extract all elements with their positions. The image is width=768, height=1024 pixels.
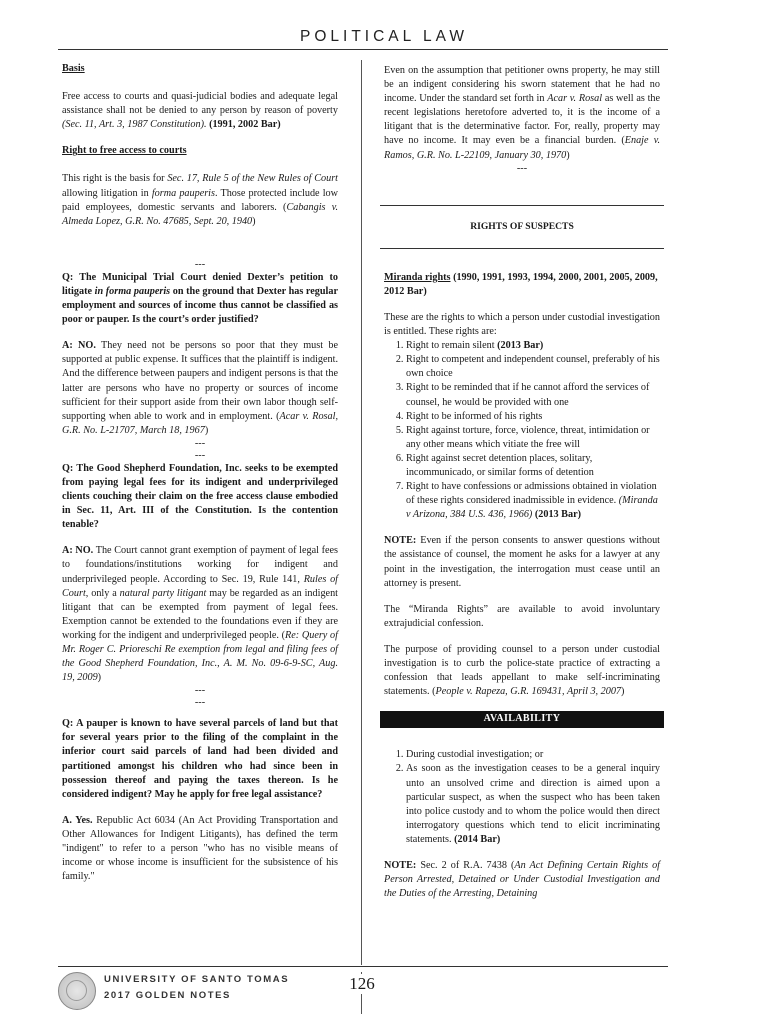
right-to-free-access-paragraph: This right is the basis for Sec. 17, Rule 5 of the New Rules of Court allowing litigation in forma pauperis. Those protected include low paid employees, domestic servants and laborers. (Cabangis v. Almeda Lopez, G.R. No. 47685, Sept. 20, 1940) [62,173,339,227]
section-rule-bottom [380,248,664,249]
availability-section-bar: AVAILABILITY [380,711,664,728]
question-1: Q: The Municipal Trial Court denied Dexter’s petition to litigate in forma pauperis on the ground that Dexter has regular employment and sources of income thus cannot be classified as poor or pauper. Is the court’s order justified? [62,271,338,326]
question-3: Q: A pauper is known to have several parcels of land but that for several years prior to the filing of the complaint in the inferior court said parcels of land had been divided and partitioned amongst his children who had since been in possession thereof and paying the taxes thereon. Is he considered indigent? May he apply for free legal assistance? [62,718,338,800]
list-item: 1. During custodial investigation; or [406,748,660,762]
footer-rule [58,966,668,967]
section-rule-top [380,205,664,206]
footer-university: UNIVERSITY OF SANTO TOMAS [104,974,290,985]
separator: --- [516,162,528,174]
miranda-intro: These are the rights to which a person under custodial investigation is entitled. These rights are: [384,311,660,338]
page-number: 126 [344,974,380,994]
miranda-heading: Miranda rights (1990, 1991, 1993, 1994, 2000, 2001, 2005, 2009, 2012 Bar) [384,271,658,297]
section-title-rights-of-suspects: RIGHTS OF SUSPECTS [470,220,574,232]
question-2: Q: The Good Shepherd Foundation, Inc. seeks to be exempted from paying legal fees for its indigent and underprivileged clients couching their claim on the free access clause embodied in Sec. 11, Art. III of the Constitution. Is the contention tenable? [62,462,338,531]
separator: --- [194,437,206,449]
list-item: 2. Right to competent and independent counsel, preferably of his own choice [406,353,660,381]
column-divider [361,60,362,965]
left-column [62,62,338,896]
miranda-paragraph-2: The “Miranda Rights” are available to avoid involuntary extrajudicial confession. [384,603,660,629]
footer-golden-notes: 2017 GOLDEN NOTES [104,990,231,1001]
availability-list [384,748,660,847]
rights-list [384,339,660,522]
running-header-title: POLITICAL LAW [300,28,468,45]
university-seal-icon [58,972,96,1010]
note-2: NOTE: Sec. 2 of R.A. 7438 (An Act Defining Certain Rights of Person Arrested, Detained or Under Custodial Investigation and the Duties of the Arresting, Detaining [384,860,660,900]
header-rule [58,49,668,50]
right-to-free-access-heading: Right to free access to courts [62,145,187,157]
note-1: NOTE: Even if the person consents to answer questions without the assistance of counsel, the moment he asks for a lawyer at any point in the investigation, the interrogation must cease until an attorney is present. [384,535,660,589]
purpose-paragraph: The purpose of providing counsel to a person under custodial investigation is to curb the police-state practice of extracting a confession that leads appellant to make self-incriminating statements. (People v. Rapeza, G.R. 169431, April 3, 2007) [384,643,660,698]
list-item: 2. As soon as the investigation ceases to be a general inquiry unto an unsolved crime and direction is aimed upon a particular suspect, as when the suspect who has been taken into police custody and to whom the police would then direct interrogatory questions which tend to elicit incriminating statements. (2014 Bar) [406,762,660,847]
separator: --- [194,258,206,270]
list-item: 3. Right to be reminded that if he cannot afford the services of counsel, he would be provided with one [406,381,660,409]
list-item: 5. Right against torture, force, violence, threat, intimidation or any other means which vitiate the free will [406,424,660,452]
answer-1: A: NO. They need not be persons so poor that they must be supported at public expense. It suffices that the plaintiff is indigent. And the difference between paupers and indigent persons is that the latter are persons who have no property or sources of income sufficient for their support aside from their own labor though self-supporting when able to work and in employment. (Acar v. Rosal, G.R. No. L-21707, March 18, 1967) [62,340,338,436]
list-item: 7. Right to have confessions or admissions obtained in violation of these rights considered inadmissible in evidence. (Miranda v Arizona, 384 U.S. 436, 1966) (2013 Bar) [406,480,660,522]
right-column [384,64,660,913]
basis-heading: Basis [62,63,85,74]
list-item: 6. Right against secret detention places, solitary, incommunicado, or similar forms of detention [406,452,660,480]
answer-3: A. Yes. Republic Act 6034 (An Act Providing Transportation and Other Allowances for Indigent Litigants), has defined the term "indigent" to refer to a person "who has no visible means of income or whose income is insufficient for the subsistence of his family." [62,814,339,883]
separator: --- [194,449,206,461]
basis-paragraph: Free access to courts and quasi-judicial bodies and adequate legal assistance shall not be denied to any person by reason of poverty (Sec. 11, Art. 3, 1987 Constitution). (1991, 2002 Bar) [62,91,338,131]
separator: --- [194,697,206,709]
list-item: 1. Right to remain silent (2013 Bar) [406,339,660,353]
list-item: 4. Right to be informed of his rights [406,410,660,424]
separator: --- [194,685,206,697]
answer-2: A: NO. The Court cannot grant exemption of payment of legal fees to foundations/institutions working for indigent and underprivileged people. According to Sec. 19, Rule 141, Rules of Court, only a natural party litigant may be regarded as an indigent litigant that can be exempted from payment of legal fees. Exemption cannot be extended to the foundations even if they are working for the indigent and underprivileged people. (Re: Query of Mr. Roger C. Prioreschi Re exemption from legal and filing fees of the Good Shepherd Foundation, Inc., A. M. No. 09-6-9-SC, Aug. 19, 2009) [62,545,339,684]
continued-paragraph: Even on the assumption that petitioner owns property, he may still be an indigent considering his sworn statement that he had no income. Under the standard set forth in Acar v. Rosal as well as the recent legislations heretofore adverted to, it is the income of a litigant that is the determinative factor. For, really, property may have no income. It may even be a financial burden. (Enaje v. Ramos, G.R. No. L-22109, January 30, 1970) [384,65,661,161]
